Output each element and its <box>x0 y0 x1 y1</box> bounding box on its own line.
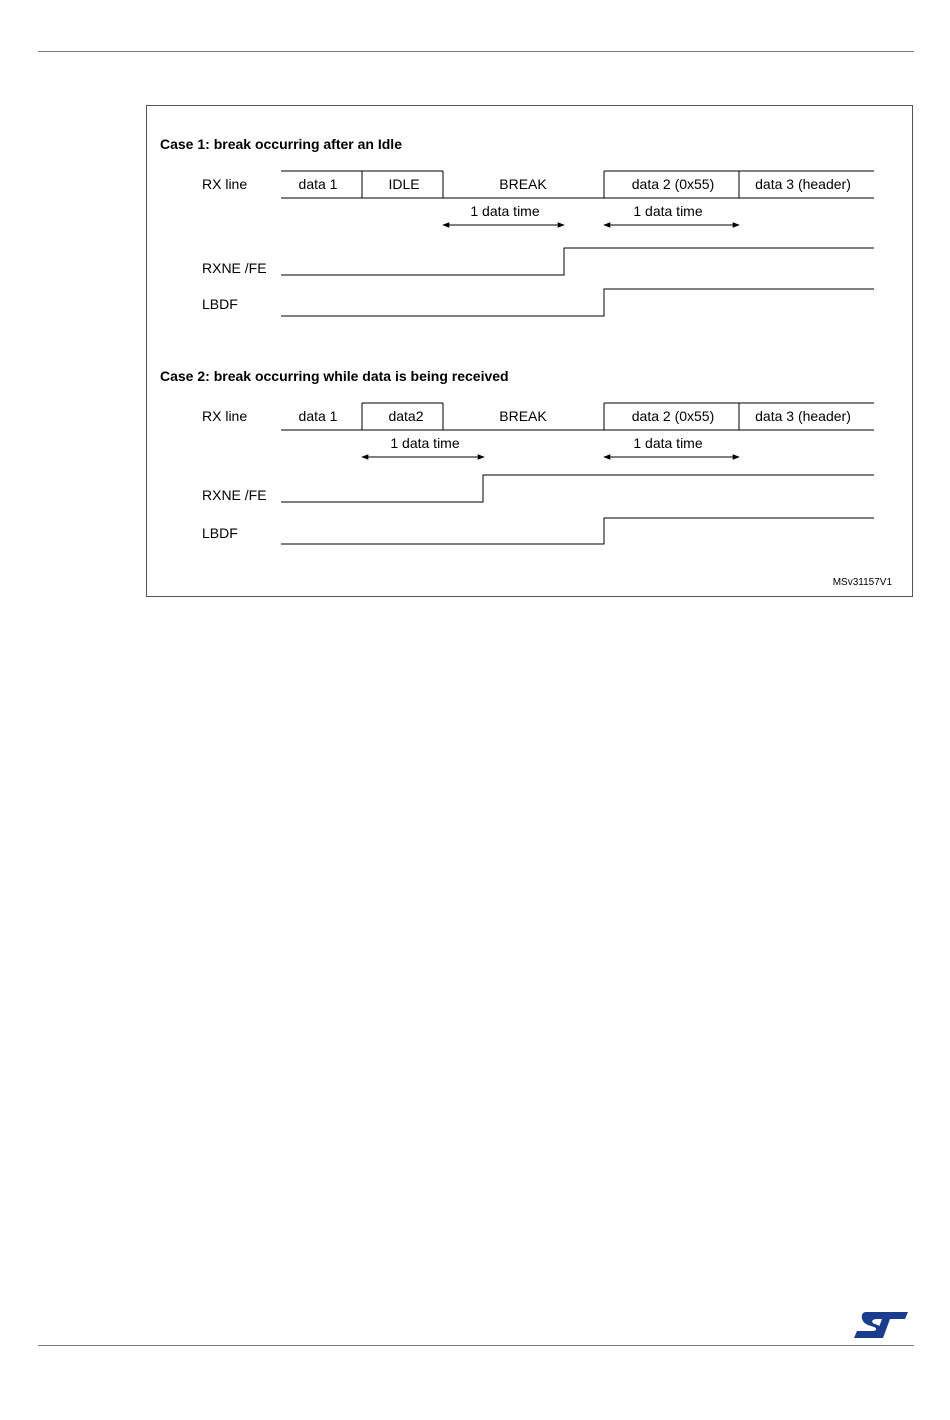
case2-seg-data2: data2 <box>388 408 424 424</box>
timing-diagram <box>147 106 914 598</box>
case1-timing-label-2: 1 data time <box>633 203 703 219</box>
timing-diagram-figure <box>146 105 913 597</box>
case1-rxne-label: RXNE /FE <box>202 260 267 276</box>
case2-lbdf-label: LBDF <box>202 525 238 541</box>
footer-rule <box>38 1345 914 1346</box>
case1-seg-break: BREAK <box>499 176 547 192</box>
case1-rx-line-label: RX line <box>202 176 248 192</box>
case2-timing-label-2: 1 data time <box>633 435 703 451</box>
case1-seg-data3: data 3 (header) <box>755 176 851 192</box>
header-rule <box>38 51 914 52</box>
figure-reference-code: MSv31157V1 <box>832 577 892 588</box>
case1-seg-data1: data 1 <box>298 176 338 192</box>
case1-title: Case 1: break occurring after an Idle <box>160 136 402 152</box>
case2-rxne-label: RXNE /FE <box>202 487 267 503</box>
case1-seg-idle: IDLE <box>388 176 420 192</box>
case2-rx-line-label: RX line <box>202 408 248 424</box>
st-logo <box>852 1310 910 1340</box>
case1-seg-data2: data 2 (0x55) <box>631 176 715 192</box>
case1-lbdf-label: LBDF <box>202 296 238 312</box>
case2-title: Case 2: break occurring while data is being received <box>160 368 509 384</box>
case2-lbdf-waveform <box>281 518 874 544</box>
case2-seg-data3: data 3 (header) <box>755 408 851 424</box>
case1-lbdf-waveform <box>281 289 874 316</box>
case2-seg-data1: data 1 <box>298 408 338 424</box>
case1-timing-label-1: 1 data time <box>470 203 540 219</box>
case2-seg-data2-0x55: data 2 (0x55) <box>631 408 715 424</box>
case2-rxne-waveform <box>281 475 874 502</box>
case2-timing-label-1: 1 data time <box>390 435 460 451</box>
case2-seg-break: BREAK <box>499 408 547 424</box>
case1-rxne-waveform <box>281 248 874 275</box>
